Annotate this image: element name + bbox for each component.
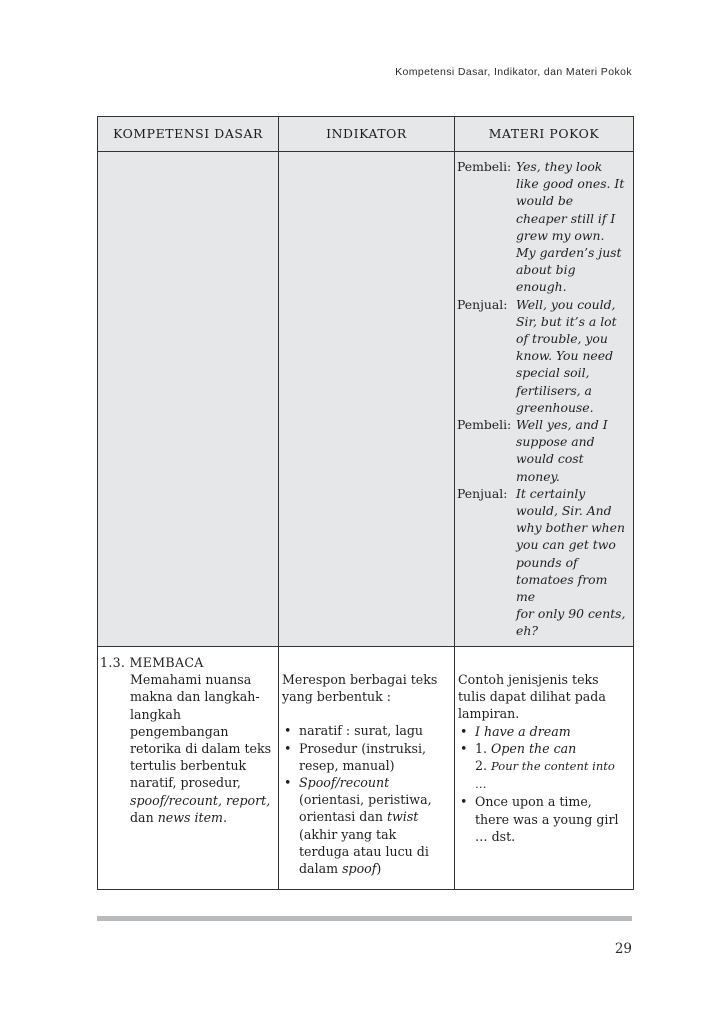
table-row: [98, 647, 633, 889]
table-header-row: [98, 117, 633, 152]
kd-line: pengembangan: [130, 723, 229, 739]
dialogue-line: eh?: [516, 623, 538, 639]
indikator-intro: yang berbentuk :: [282, 689, 392, 705]
footer-rule: [97, 916, 632, 921]
kd-cell: [98, 647, 279, 889]
dialogue-line: money.: [516, 468, 560, 484]
dialogue-line: grew my own.: [516, 227, 605, 243]
dialogue-line: enough.: [516, 279, 567, 295]
kd-line: retorika di dalam teks: [130, 741, 272, 757]
materi-list: [458, 723, 629, 845]
dialogue-line: fertilisers, a: [516, 382, 592, 398]
indikator-intro: Merespon berbagai teks: [282, 672, 438, 687]
header-indikator: INDIKATOR: [279, 117, 455, 151]
dialogue-turn: [457, 416, 629, 485]
list-item: • 1. Open the can 2. Pour the content into …: [458, 740, 629, 794]
list-item: • Spoof/recount (orientasi, peristiwa, orientasi dan twist (akhir yang tak terduga atau lucu di dalam spoof): [282, 774, 450, 877]
dialogue-turn: [457, 158, 629, 296]
dialogue-line: would cost: [516, 451, 584, 467]
kd-line: makna dan langkah-: [130, 689, 260, 705]
indikator-list: [282, 722, 450, 877]
page-number: 29: [614, 941, 632, 957]
dialogue-line: would, Sir. And: [516, 503, 612, 519]
speaker-label: Pembeli:: [457, 159, 512, 174]
dialogue-line: pounds of: [516, 554, 578, 570]
dialogue-line: suppose and: [516, 434, 595, 450]
dialogue-cell: [455, 152, 633, 646]
kd-line: naratif, prosedur,: [130, 775, 241, 791]
speaker-label: Penjual:: [457, 485, 508, 501]
kd-line: dan news item.: [130, 809, 227, 825]
running-title: Kompetensi Dasar, Indikator, dan Materi Pokok: [395, 66, 632, 78]
kd-line: tertulis berbentuk: [130, 758, 247, 774]
competency-table: [97, 116, 634, 890]
speaker-label: Pembeli:: [457, 417, 512, 433]
kd-title: 1.3. MEMBACA: [100, 655, 204, 670]
dialogue-line: why bother when: [516, 520, 625, 536]
kd-line: langkah: [130, 706, 181, 722]
dialogue-line: like good ones. It: [516, 176, 625, 192]
dialogue-turn: [457, 485, 629, 640]
dialogue-line: would be: [516, 193, 574, 209]
dialogue-line: for only 90 cents,: [516, 606, 626, 622]
dialogue-turn: [457, 296, 629, 416]
list-item: • naratif : surat, lagu: [282, 722, 450, 739]
dialogue-line: Yes, they look: [516, 159, 603, 174]
kd-cell-empty: [98, 152, 279, 646]
materi-intro: lampiran.: [458, 706, 520, 722]
kd-line: spoof/recount, report,: [130, 792, 271, 808]
dialogue-line: Sir, but it’s a lot: [516, 313, 617, 329]
list-item: • Prosedur (instruksi, resep, manual): [282, 740, 450, 774]
dialogue-line: It certainly: [516, 485, 586, 501]
materi-cell: [455, 647, 633, 889]
dialogue-line: you can get two: [516, 537, 616, 553]
dialogue-line: Well, you could,: [516, 296, 616, 312]
indikator-cell-empty: [279, 152, 455, 646]
indikator-cell: [279, 647, 455, 889]
speaker-label: Penjual:: [457, 296, 508, 312]
table-row: [98, 152, 633, 647]
dialogue-line: about big: [516, 262, 576, 278]
dialogue-line: My garden’s just: [516, 245, 622, 261]
header-kompetensi-dasar: KOMPETENSI DASAR: [98, 117, 279, 151]
materi-intro: tulis dapat dilihat pada: [458, 689, 606, 705]
dialogue-line: greenhouse.: [516, 399, 594, 415]
dialogue-line: tomatoes from me: [516, 571, 608, 605]
header-materi-pokok: MATERI POKOK: [488, 126, 600, 142]
dialogue-line: of trouble, you: [516, 331, 608, 347]
dialogue-line: special soil,: [516, 365, 590, 381]
list-item: • Once upon a time, there was a young girl … dst.: [458, 793, 629, 845]
kd-line: Memahami nuansa: [130, 672, 252, 688]
dialogue-line: cheaper still if I: [516, 210, 616, 226]
materi-intro: Contoh jenisjenis teks: [458, 672, 599, 687]
list-item: • I have a dream: [458, 723, 629, 740]
dialogue-line: Well yes, and I: [516, 417, 608, 433]
dialogue-line: know. You need: [516, 348, 614, 364]
